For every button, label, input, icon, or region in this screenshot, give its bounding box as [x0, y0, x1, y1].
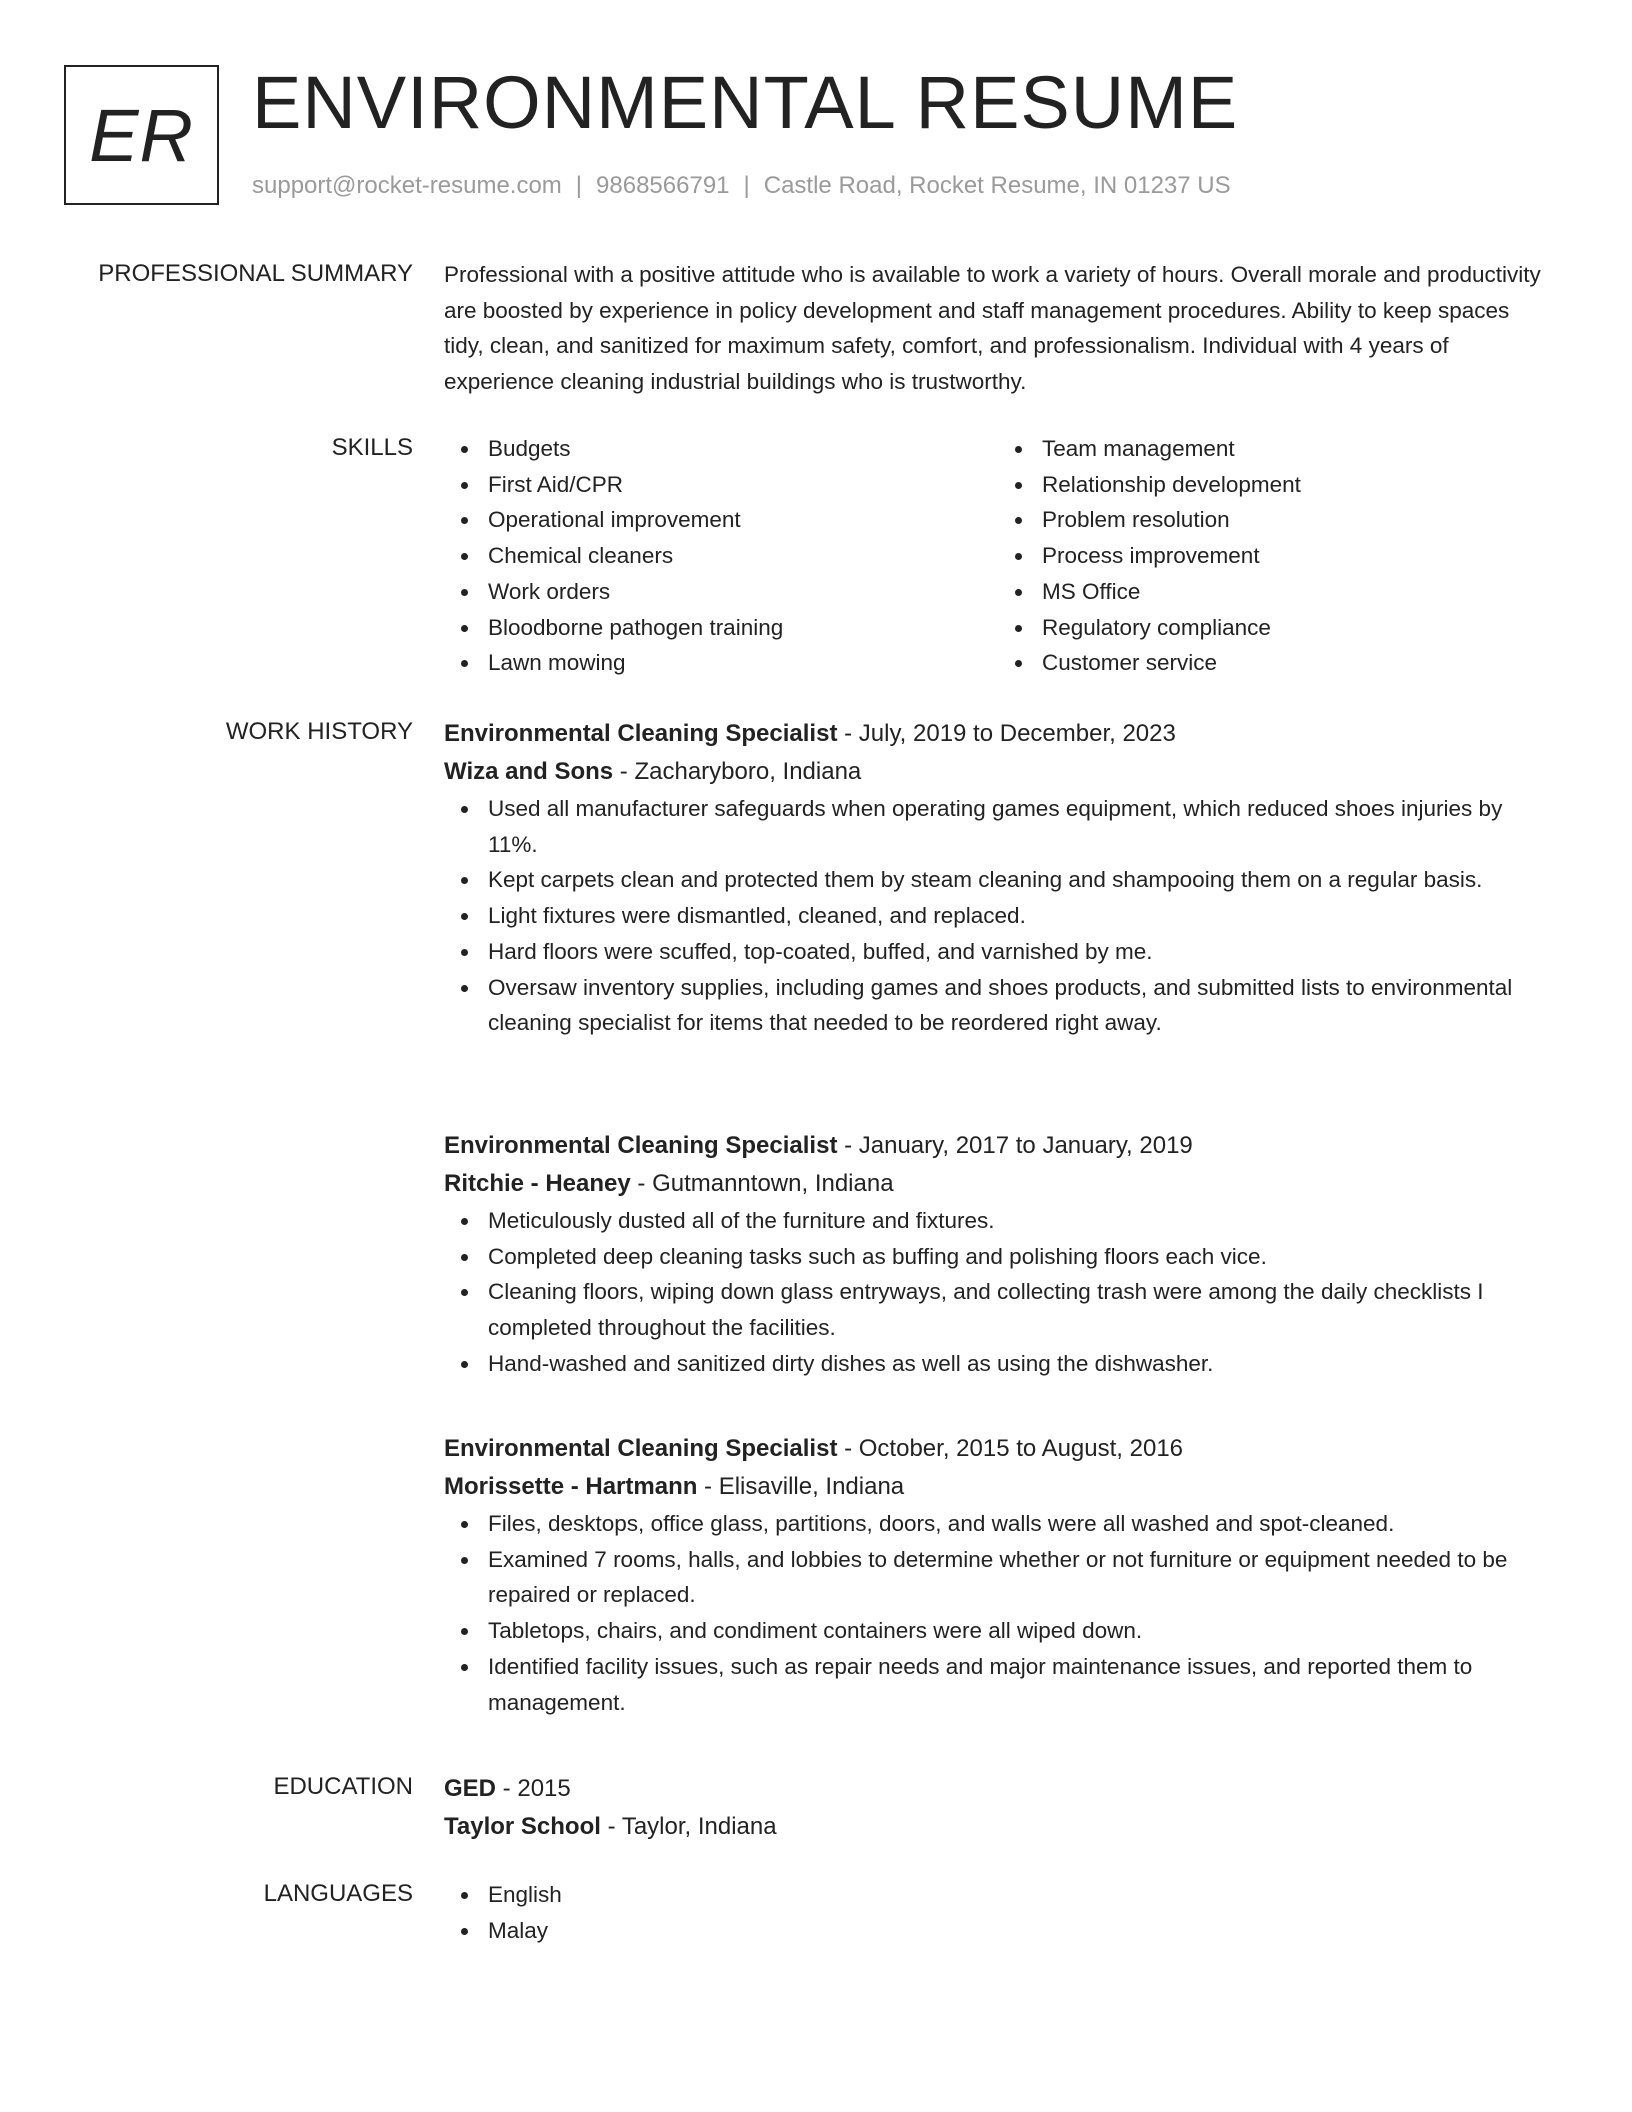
job-location: - Gutmanntown, Indiana	[630, 1170, 894, 1197]
monogram-logo	[64, 65, 219, 205]
job-company: Ritchie - Heaney	[444, 1170, 631, 1197]
skill-item: Lawn mowing	[488, 645, 998, 681]
summary-heading: PROFESSIONAL SUMMARY	[98, 260, 413, 287]
skill-item: Chemical cleaners	[488, 538, 998, 574]
education-heading: EDUCATION	[273, 1773, 413, 1800]
duty-item: Cleaning floors, wiping down glass entryways, and collecting trash were among the daily checklists I completed throughout the facilities.	[488, 1274, 1552, 1345]
skills-heading: SKILLS	[331, 434, 413, 461]
duty-item: Kept carpets clean and protected them by steam cleaning and shampooing them on a regular basis.	[488, 862, 1552, 898]
job-title-line	[444, 1430, 1552, 1468]
job-company-line	[444, 753, 1552, 791]
contact-email: support@rocket-resume.com	[252, 172, 562, 199]
duty-item: Files, desktops, office glass, partitions, doors, and walls were all washed and spot-cleaned.	[488, 1506, 1552, 1542]
job-title: Environmental Cleaning Specialist	[444, 1132, 838, 1159]
duty-item: Hard floors were scuffed, top-coated, buffed, and varnished by me.	[488, 934, 1552, 970]
duty-item: Light fixtures were dismantled, cleaned, and replaced.	[488, 898, 1552, 934]
skill-item: Relationship development	[1042, 467, 1552, 503]
job-company-line	[444, 1165, 1552, 1203]
duty-item: Hand-washed and sanitized dirty dishes as well as using the dishwasher.	[488, 1346, 1552, 1382]
job-title-line	[444, 715, 1552, 753]
work-history-heading: WORK HISTORY	[225, 718, 413, 745]
duty-item: Meticulously dusted all of the furniture and fixtures.	[488, 1203, 1552, 1239]
duty-item: Completed deep cleaning tasks such as buffing and polishing floors each vice.	[488, 1239, 1552, 1275]
job-location: - Zacharyboro, Indiana	[613, 758, 862, 785]
job-title: Environmental Cleaning Specialist	[444, 1435, 838, 1462]
job-duties	[444, 1203, 1552, 1382]
contact-phone: 9868566791	[596, 172, 730, 199]
degree-year: - 2015	[496, 1775, 571, 1802]
contact-separator: |	[743, 172, 750, 199]
skill-item: Work orders	[488, 574, 998, 610]
school-line	[444, 1808, 1552, 1846]
skill-item: Regulatory compliance	[1042, 610, 1552, 646]
degree-line	[444, 1770, 1552, 1808]
contact-address: Castle Road, Rocket Resume, IN 01237 US	[763, 172, 1231, 199]
job-company: Wiza and Sons	[444, 758, 614, 785]
languages-list	[444, 1877, 1552, 1948]
skills-list-right	[998, 431, 1552, 681]
job-dates: - July, 2019 to December, 2023	[837, 720, 1176, 747]
language-item: English	[488, 1877, 1552, 1913]
job-company-line	[444, 1468, 1552, 1506]
monogram-text: ER	[89, 93, 194, 177]
job-entry	[444, 1127, 1552, 1382]
job-entry	[444, 1430, 1552, 1720]
skill-item: Operational improvement	[488, 502, 998, 538]
skill-item: Customer service	[1042, 645, 1552, 681]
contact-line	[252, 172, 1231, 200]
job-dates: - January, 2017 to January, 2019	[837, 1132, 1193, 1159]
skill-item: Process improvement	[1042, 538, 1552, 574]
job-duties	[444, 791, 1552, 1041]
job-location: - Elisaville, Indiana	[697, 1473, 905, 1500]
skill-item: MS Office	[1042, 574, 1552, 610]
languages-heading: LANGUAGES	[263, 1880, 413, 1907]
duty-item: Oversaw inventory supplies, including games and shoes products, and submitted lists to environmental cleaning specialist for items that needed to be reordered right away.	[488, 970, 1552, 1041]
duty-item: Identified facility issues, such as repair needs and major maintenance issues, and reported them to management.	[488, 1649, 1552, 1720]
summary-text: Professional with a positive attitude who is available to work a variety of hours. Overall morale and productivity are boosted by experience in policy development and staff management procedures. Ability to keep spaces tidy, clean, and sanitized for maximum safety, comfort, and professionalism. Individual with 4 years of experience cleaning industrial buildings who is trustworthy.	[444, 262, 1541, 395]
contact-separator: |	[575, 172, 583, 199]
skill-item: Bloodborne pathogen training	[488, 610, 998, 646]
skill-item: Team management	[1042, 431, 1552, 467]
job-entry	[444, 715, 1552, 1041]
skill-item: Budgets	[488, 431, 998, 467]
degree: GED	[444, 1775, 497, 1802]
language-item: Malay	[488, 1913, 1552, 1949]
job-title-line	[444, 1127, 1552, 1165]
skill-item: First Aid/CPR	[488, 467, 998, 503]
duty-item: Tabletops, chairs, and condiment containers were all wiped down.	[488, 1613, 1552, 1649]
duty-item: Examined 7 rooms, halls, and lobbies to determine whether or not furniture or equipment needed to be repaired or replaced.	[488, 1542, 1552, 1613]
job-title: Environmental Cleaning Specialist	[444, 720, 838, 747]
school-location: - Taylor, Indiana	[600, 1813, 777, 1840]
job-dates: - October, 2015 to August, 2016	[837, 1435, 1184, 1462]
skills-list-left	[444, 431, 998, 681]
resume-title: ENVIRONMENTAL RESUME	[252, 61, 1239, 144]
job-duties	[444, 1506, 1552, 1720]
school-name: Taylor School	[444, 1813, 601, 1840]
job-company: Morissette - Hartmann	[444, 1473, 698, 1500]
duty-item: Used all manufacturer safeguards when operating games equipment, which reduced shoes injuries by 11%.	[488, 791, 1552, 862]
skill-item: Problem resolution	[1042, 502, 1552, 538]
